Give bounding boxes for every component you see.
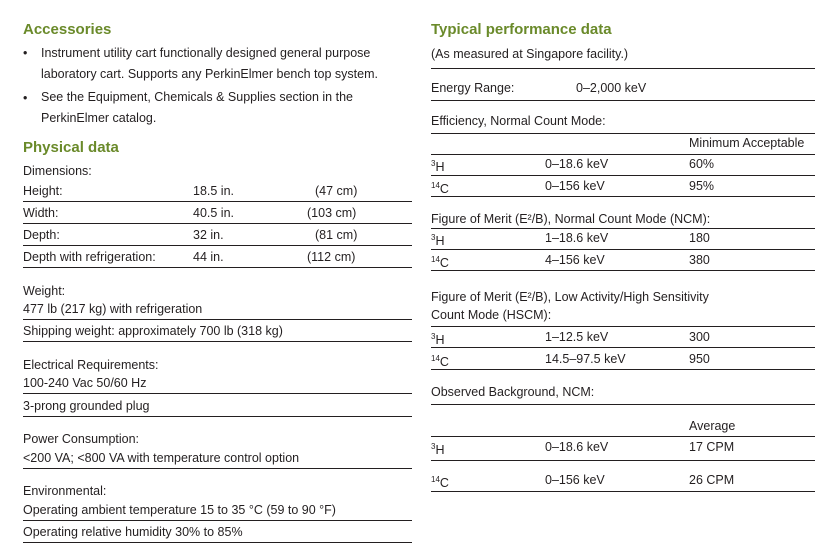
bullet-line: PerkinElmer catalog. (41, 111, 157, 125)
efficiency-label: Efficiency, Normal Count Mode: (431, 114, 606, 128)
energy-window: 0–18.6 keV (545, 440, 609, 454)
energy-window: 1–18.6 keV (545, 231, 609, 245)
dimension-imperial: 32 in. (193, 228, 224, 242)
divider (23, 393, 412, 394)
bullet-line: laboratory cart. Supports any PerkinElmer bench top system. (41, 67, 378, 81)
fom-value: 950 (689, 352, 710, 366)
energy-window: 4–156 keV (545, 253, 605, 267)
divider (431, 249, 815, 250)
divider (23, 319, 412, 320)
divider (23, 542, 412, 543)
energy-window: 1–12.5 keV (545, 330, 609, 344)
divider (23, 341, 412, 342)
dimension-imperial: 44 in. (193, 250, 224, 264)
power-label: Power Consumption: (23, 432, 140, 446)
energy-range-value: 0–2,000 keV (576, 81, 647, 95)
dimension-label: Width: (23, 206, 59, 220)
environmental-label: Environmental: (23, 484, 107, 498)
divider (23, 267, 412, 268)
isotope: $^{14}$C (431, 354, 449, 369)
background-label: Observed Background, NCM: (431, 385, 595, 399)
physical-data-heading: Physical data (23, 139, 119, 156)
divider (23, 245, 412, 246)
measurement-note: (As measured at Singapore facility.) (431, 47, 629, 61)
isotope: $^3$H (431, 332, 445, 347)
bullet-dot: • (23, 91, 28, 105)
accessories-heading: Accessories (23, 21, 112, 38)
energy-range-label: Energy Range: (431, 81, 515, 95)
background-column-header: Average (689, 419, 736, 433)
divider (431, 228, 815, 229)
energy-window: 0–156 keV (545, 179, 605, 193)
divider (431, 68, 815, 69)
shipping-weight: Shipping weight: approximately 700 lb (318 kg) (23, 324, 283, 338)
fom-hscm-label-line2: Count Mode (HSCM): (431, 308, 552, 322)
divider (431, 154, 815, 155)
power-value: <200 VA; <800 VA with temperature control option (23, 451, 300, 465)
isotope: $^{14}$C (431, 475, 449, 490)
environment-temperature: Operating ambient temperature 15 to 35 °C (59 to 90 °F) (23, 503, 336, 517)
divider (431, 369, 815, 370)
divider (23, 223, 412, 224)
divider (431, 326, 815, 327)
dimension-metric: (81 cm) (315, 228, 358, 242)
isotope: $^3$H (431, 442, 445, 457)
divider (23, 201, 412, 202)
efficiency-column-header: Minimum Acceptable (689, 136, 805, 150)
weight-value: 477 lb (217 kg) with refrigeration (23, 302, 203, 316)
background-value: 26 CPM (689, 473, 735, 487)
divider (431, 347, 815, 348)
performance-heading: Typical performance data (431, 21, 612, 38)
divider (431, 175, 815, 176)
energy-window: 0–156 keV (545, 473, 605, 487)
bullet-dot: • (23, 46, 28, 60)
fom-value: 300 (689, 330, 710, 344)
fom-hscm-label-line1: Figure of Merit (E²/B), Low Activity/High Sensitivity (431, 290, 709, 304)
dimension-imperial: 40.5 in. (193, 206, 235, 220)
dimension-metric: (47 cm) (315, 184, 358, 198)
divider (431, 436, 815, 437)
background-value: 17 CPM (689, 440, 735, 454)
dimension-metric: (112 cm) (307, 250, 356, 264)
isotope: $^3$H (431, 159, 445, 174)
dimensions-label: Dimensions: (23, 164, 92, 178)
divider (431, 196, 815, 197)
isotope: $^{14}$C (431, 181, 449, 196)
divider (431, 404, 815, 405)
dimension-metric: (103 cm) (307, 206, 357, 220)
electrical-label: Electrical Requirements: (23, 358, 159, 372)
dimension-label: Depth with refrigeration: (23, 250, 156, 264)
divider (431, 100, 815, 101)
divider (431, 133, 815, 134)
divider (23, 468, 412, 469)
fom-ncm-label: Figure of Merit (E²/B), Normal Count Mode (NCM): (431, 212, 711, 226)
bullet-line: See the Equipment, Chemicals & Supplies section in the (41, 90, 353, 104)
divider (431, 270, 815, 271)
energy-window: 14.5–97.5 keV (545, 352, 626, 366)
dimension-label: Height: (23, 184, 63, 198)
divider (431, 460, 815, 461)
energy-window: 0–18.6 keV (545, 157, 609, 171)
divider (23, 520, 412, 521)
bullet-line: Instrument utility cart functionally designed general purpose (41, 46, 371, 60)
isotope: $^3$H (431, 233, 445, 248)
electrical-plug: 3-prong grounded plug (23, 399, 150, 413)
fom-value: 380 (689, 253, 710, 267)
efficiency-value: 95% (689, 179, 715, 193)
weight-label: Weight: (23, 284, 66, 298)
dimension-imperial: 18.5 in. (193, 184, 235, 198)
fom-value: 180 (689, 231, 710, 245)
efficiency-value: 60% (689, 157, 715, 171)
divider (431, 491, 815, 492)
dimension-label: Depth: (23, 228, 60, 242)
electrical-value: 100-240 Vac 50/60 Hz (23, 376, 147, 390)
divider (23, 416, 412, 417)
environment-humidity: Operating relative humidity 30% to 85% (23, 525, 243, 539)
isotope: $^{14}$C (431, 255, 449, 270)
